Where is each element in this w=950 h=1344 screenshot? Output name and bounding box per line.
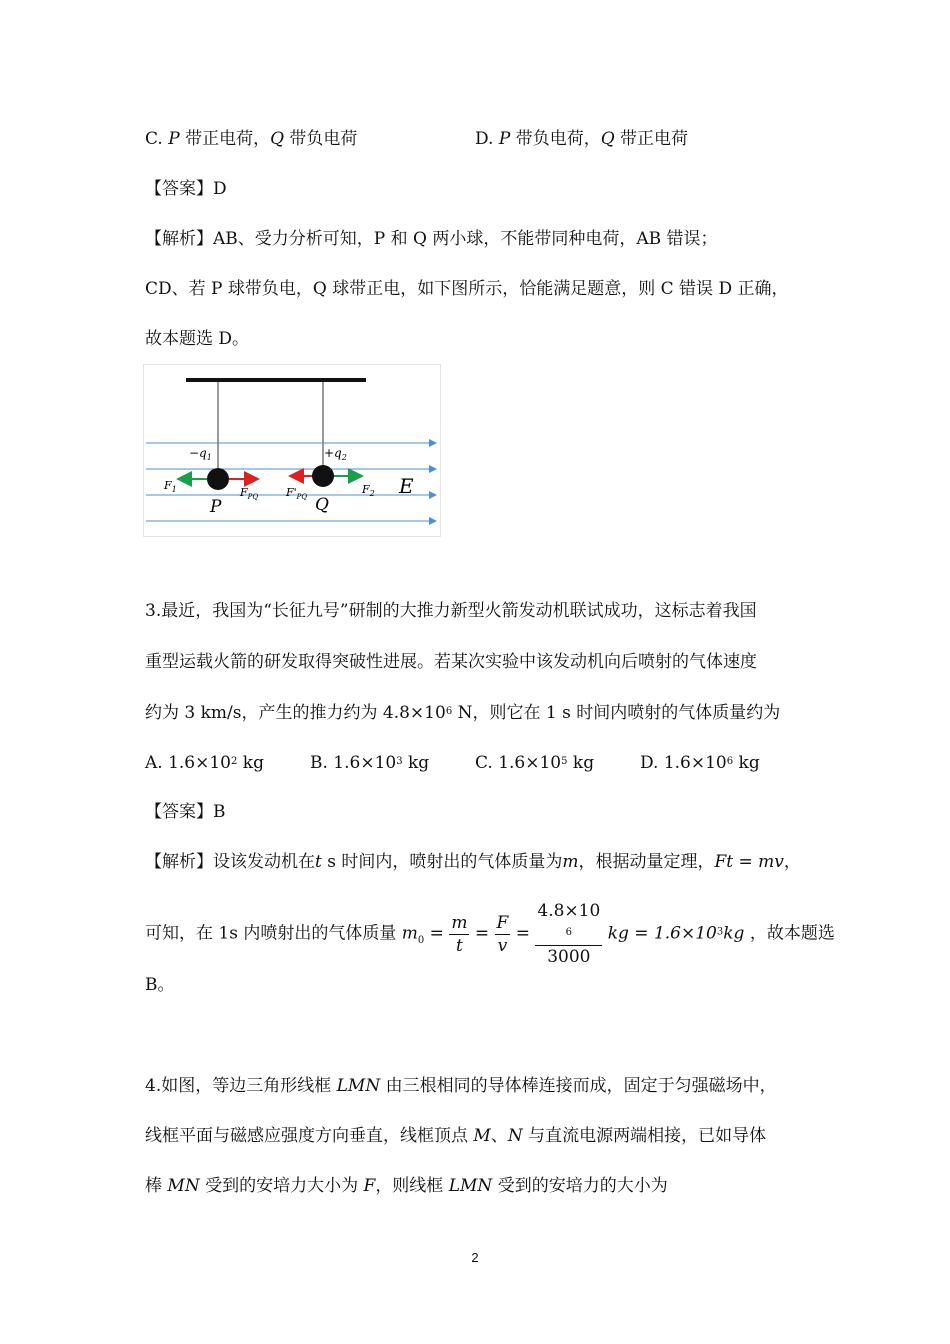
q3-m0-sub: 0: [417, 934, 425, 946]
q3-eq3: =: [515, 923, 530, 944]
q4-stem-1b: 由三根相同的导体棒连接而成，固定于匀强磁场中，: [380, 1076, 777, 1096]
q3-frac-values: 4.8×10 $^6$ 3000: [537, 901, 601, 967]
option-c-label: C.: [145, 129, 163, 149]
q4-stem-3c: ，则线框: [375, 1176, 449, 1196]
option-c-text1: 带正电荷，: [179, 129, 271, 149]
q3-option-a: [145, 751, 264, 774]
q4-stem-2a: 线框平面与磁感应强度方向垂直，线框顶点: [145, 1126, 474, 1146]
q3-option-c-exp: 5: [561, 756, 568, 767]
q3-option-b-unit: kg: [402, 753, 430, 773]
option-c-p: P: [168, 129, 180, 149]
label-q: Q: [315, 495, 329, 515]
q2-analysis-2: CD、若 P 球带负电，Q 球带正电，如下图所示，恰能满足题意，则 C 错误 D 正确，: [145, 279, 789, 299]
option-c-q: Q: [270, 129, 285, 149]
label-f2: $F_2$: [362, 483, 375, 498]
q3-stem-1: 3.最近，我国为“长征九号”研制的大推力新型火箭发动机联试成功，这标志着我国: [145, 601, 757, 621]
ball-q: [312, 465, 334, 487]
q3-option-d-exp: 6: [726, 756, 734, 767]
q3-result-b: kg: [723, 923, 745, 944]
q4-stem-2b: 、: [490, 1126, 508, 1146]
q3-analysis-t: t: [315, 852, 322, 872]
force-diagram: [143, 364, 441, 537]
q3-option-a-text: A. 1.6×10: [145, 753, 231, 773]
q4-stem-3a: 棒: [145, 1176, 168, 1196]
label-q1: $-q_1$: [189, 446, 212, 462]
q3-option-b: [310, 751, 429, 774]
q3-option-b-text: B. 1.6×10: [310, 753, 397, 773]
q3-eq2: =: [474, 923, 490, 944]
q3-stem-3-exp: 6: [445, 706, 453, 717]
q3-analysis-1d: ，: [783, 852, 801, 872]
q3-analysis-1b: s 时间内，喷射出的气体质量为: [321, 852, 563, 872]
ceiling-bar: [186, 378, 366, 382]
q4-stem-3b: 受到的安培力大小为: [199, 1176, 364, 1196]
q3-analysis-1c: ，根据动量定理，: [578, 852, 715, 872]
q3-stem-3: [145, 701, 780, 724]
q4-stem-1: [145, 1075, 777, 1097]
q3-option-a-unit: kg: [237, 753, 264, 773]
q3-option-a-exp: 2: [231, 756, 238, 767]
q3-result-exp: 3: [716, 926, 724, 938]
label-fpq: $F_{PQ}$: [240, 486, 259, 501]
q3-option-c-unit: kg: [567, 753, 595, 773]
q4-mn: MN: [167, 1176, 200, 1196]
q3-analysis-1: [145, 851, 801, 873]
q3-answer: 【答案】B: [145, 802, 226, 822]
label-fpq-prime: $F'_{PQ}$: [286, 486, 308, 501]
q3-analysis-1a: 【解析】设该发动机在: [145, 852, 315, 872]
q4-m: M: [473, 1126, 491, 1146]
option-d-text2: 带正电荷: [614, 129, 689, 149]
ball-p: [207, 468, 229, 490]
option-d-q: Q: [600, 129, 615, 149]
q4-stem-2: [145, 1125, 766, 1147]
label-f1: $F_1$: [164, 479, 177, 494]
q4-lmn-2: LMN: [448, 1176, 493, 1196]
q3-option-c: [475, 751, 594, 774]
q3-analysis-2b: ，故本题选: [749, 923, 835, 944]
q3-m0: m: [401, 923, 418, 944]
q4-stem-3d: 受到的安培力的大小为: [492, 1176, 668, 1196]
label-q2: $+q_2$: [324, 446, 347, 462]
q3-option-d: [640, 751, 760, 774]
q3-option-b-exp: 3: [396, 756, 403, 767]
q3-eq1: =: [429, 923, 444, 944]
label-e: E: [399, 474, 414, 498]
label-p: P: [210, 497, 222, 517]
q4-stem-2c: 与直流电源两端相接，已如导体: [522, 1126, 767, 1146]
q3-analysis-eq: Ft = mv: [714, 852, 784, 872]
q3-frac-f-v: $\frac{F}{v}$: [496, 912, 509, 956]
q4-stem-1a: 4.如图，等边三角形线框: [145, 1076, 337, 1096]
q3-result-a: kg = 1.6×10: [607, 923, 717, 944]
q4-f: F: [363, 1176, 376, 1196]
q4-n: N: [507, 1126, 523, 1146]
option-c: [145, 128, 357, 150]
option-d: [475, 128, 688, 150]
q3-stem-3b: N，则它在 1 s 时间内喷射的气体质量约为: [452, 703, 781, 723]
q4-lmn: LMN: [336, 1076, 381, 1096]
q3-option-c-text: C. 1.6×10: [475, 753, 562, 773]
option-d-label: D.: [475, 129, 494, 149]
q3-analysis-2: [145, 900, 835, 968]
q3-analysis-m: m: [562, 852, 579, 872]
q4-stem-3: [145, 1175, 668, 1197]
q2-analysis-3: 故本题选 D。: [145, 329, 250, 349]
q3-analysis-2a: 可知，在 1s 内喷射出的气体质量: [145, 923, 397, 944]
option-c-text2: 带负电荷: [284, 129, 358, 149]
q3-stem-2: 重型运载火箭的研发取得突破性进展。若某次实验中该发动机向后喷射的气体速度: [145, 652, 757, 672]
page-number: 2: [471, 1250, 479, 1265]
q3-stem-3a: 约为 3 km/s，产生的推力约为 4.8×10: [145, 703, 446, 723]
q3-frac-m-t: $\frac{m}{t}$: [451, 912, 468, 956]
q2-analysis-1: 【解析】AB、受力分析可知，P 和 Q 两小球，不能带同种电荷，AB 错误；: [145, 229, 718, 249]
q2-answer: 【答案】D: [145, 179, 227, 199]
option-d-p: P: [498, 129, 511, 149]
force-diagram-svg: [144, 365, 440, 536]
option-d-text1: 带负电荷，: [510, 129, 601, 149]
q3-analysis-3: B。: [145, 975, 175, 995]
q3-option-d-unit: kg: [733, 753, 760, 773]
q3-option-d-text: D. 1.6×10: [640, 753, 727, 773]
